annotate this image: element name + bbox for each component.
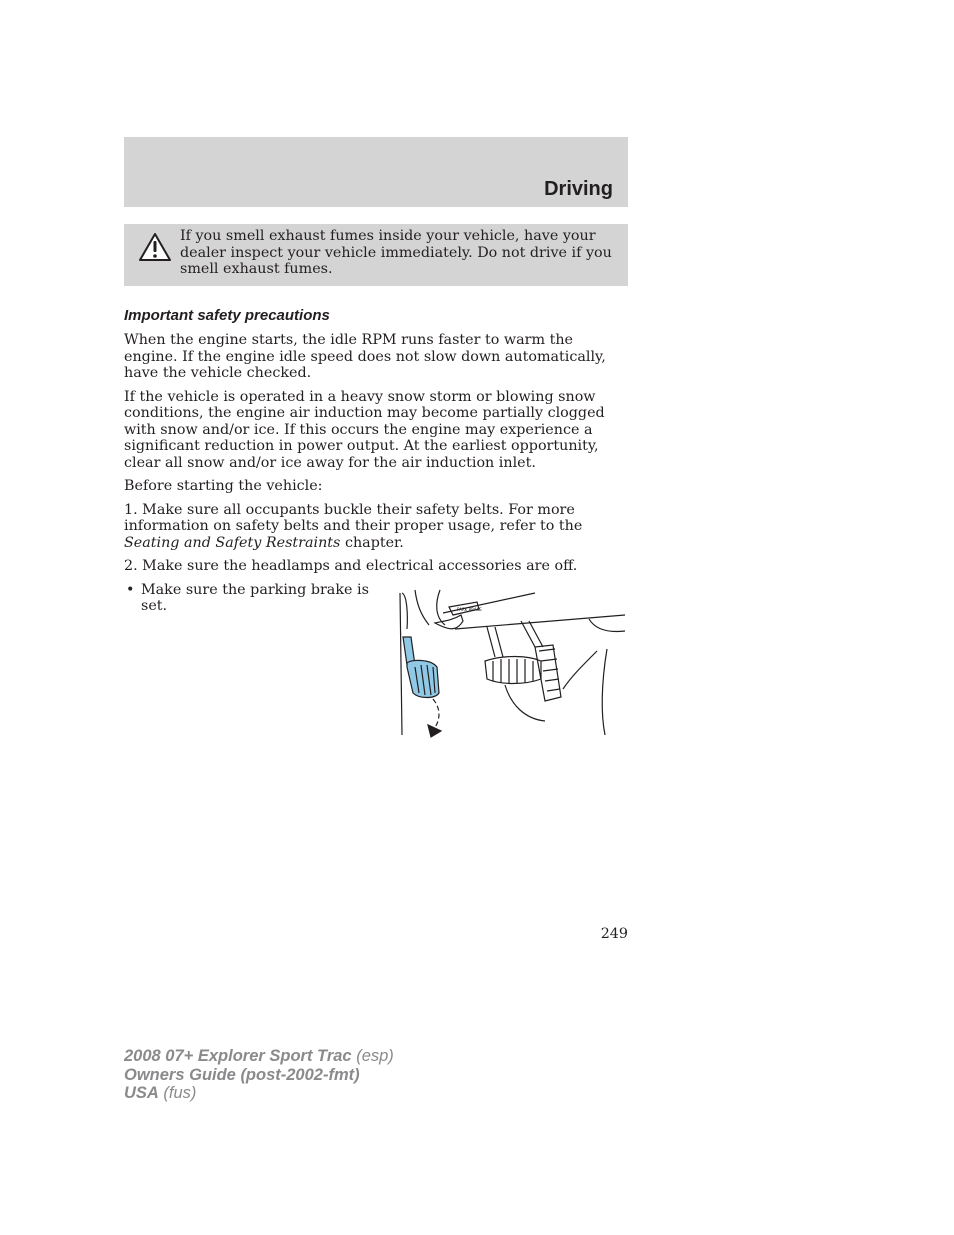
footer-line-1: 2008 07+ Explorer Sport Trac (esp) (124, 1047, 394, 1065)
parking-brake-pedal-illustration (395, 585, 627, 741)
step-2: 2. Make sure the headlamps and electrical accessories are off. (124, 558, 578, 574)
body-text (124, 332, 628, 615)
warning-text: If you smell exhaust fumes inside your vehicle, have your dealer inspect your vehicle immediately. Do not drive if you smell exhaust fumes. (180, 228, 612, 277)
step-1: 1. Make sure all occupants buckle their safety belts. For more information on safety belts and their proper usage, refer to the Seating and Safety Restraints chapter. (124, 501, 583, 551)
bullet-item (124, 582, 371, 615)
paragraph-before-starting: Before starting the vehicle: (124, 478, 323, 494)
bullet-mark: • (126, 581, 135, 598)
warning-box (124, 224, 628, 286)
footer-line-2: Owners Guide (post-2002-fmt) (124, 1065, 360, 1084)
bullet-text: Make sure the parking brake is set. (141, 581, 369, 614)
paragraph-snow-storm: If the vehicle is operated in a heavy snow storm or blowing snow conditions, the engine air induction may become partially clogged with snow and/or ice. If this occurs the engine may experience a significant reduction in power output. At the earliest opportunity, clear all snow and/or ice away for the air induction inlet. (124, 388, 605, 471)
chapter-header (124, 137, 628, 207)
warning-triangle-icon (138, 232, 172, 262)
chapter-title: Driving (544, 178, 613, 200)
footer-line-3: USA (fus) (124, 1084, 197, 1102)
page-number: 249 (600, 926, 628, 942)
svg-text:PARK BRAKE: PARK BRAKE (457, 607, 482, 612)
section-title: Important safety precautions (124, 307, 330, 324)
document-footer (124, 1047, 394, 1103)
chapter-reference: Seating and Safety Restraints (124, 534, 341, 551)
paragraph-idle-rpm: When the engine starts, the idle RPM runs faster to warm the engine. If the engine idle speed does not slow down automatically, have the vehicle checked. (124, 332, 606, 381)
